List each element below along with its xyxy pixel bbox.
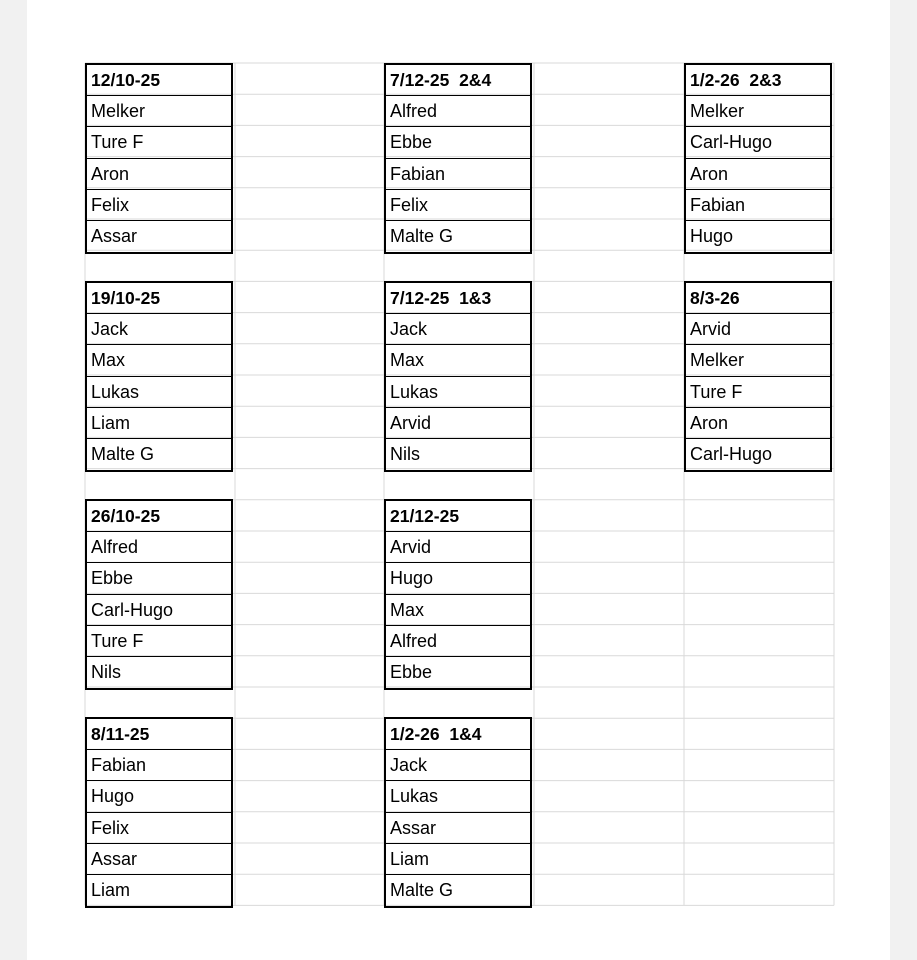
player-cell: Aron [87,159,231,190]
player-cell: Liam [91,879,131,900]
player-cell: Carl-Hugo [690,443,773,464]
table-header-date: 7/12-25 2&4 [386,65,530,96]
schedule-table [684,281,832,472]
player-cell: Malte G [390,225,454,246]
player-cell: Malte G [91,443,155,464]
player-cell: Ture F [87,127,231,158]
table-header-date: 21/12-25 [386,501,530,532]
schedule-table [684,63,832,254]
schedule-table [384,63,532,254]
player-cell: Max [87,345,231,376]
player-cell: Lukas [87,377,231,408]
player-cell: Alfred [386,96,530,127]
player-cell: Fabian [386,159,530,190]
table-header-date: 19/10-25 [87,283,231,314]
table-header-date: 12/10-25 [87,65,231,96]
player-cell: Ebbe [386,127,530,158]
player-cell: Melker [87,96,231,127]
player-cell: Jack [386,314,530,345]
player-cell: Fabian [686,190,830,221]
player-cell: Fabian [87,750,231,781]
player-cell: Arvid [386,408,530,439]
player-cell: Liam [386,844,530,875]
schedule-table [85,499,233,690]
player-cell: Ebbe [87,563,231,594]
player-cell: Assar [87,844,231,875]
player-cell: Jack [386,750,530,781]
player-cell: Melker [686,345,830,376]
player-cell: Alfred [87,532,231,563]
player-cell: Nils [390,443,420,464]
player-cell: Arvid [686,314,830,345]
player-cell: Liam [87,408,231,439]
player-cell: Felix [87,813,231,844]
player-cell: Assar [386,813,530,844]
player-cell: Nils [91,661,121,682]
schedule-table [85,717,233,908]
player-cell: Lukas [386,781,530,812]
player-cell: Felix [386,190,530,221]
player-cell: Arvid [386,532,530,563]
player-cell: Jack [87,314,231,345]
table-header-date: 1/2-26 2&3 [686,65,830,96]
table-header-date: 8/3-26 [686,283,830,314]
player-cell: Hugo [690,225,734,246]
schedule-table [384,281,532,472]
table-header-date: 8/11-25 [87,719,231,750]
player-cell: Ebbe [390,661,433,682]
player-cell: Lukas [386,377,530,408]
schedule-table [384,499,532,690]
player-cell: Max [386,595,530,626]
player-cell: Max [386,345,530,376]
table-header-date: 1/2-26 1&4 [386,719,530,750]
player-cell: Carl-Hugo [87,595,231,626]
table-header-date: 7/12-25 1&3 [386,283,530,314]
player-cell: Alfred [386,626,530,657]
schedule-table [85,63,233,254]
player-cell: Aron [686,159,830,190]
player-cell: Assar [91,225,138,246]
player-cell: Melker [686,96,830,127]
player-cell: Aron [686,408,830,439]
player-cell: Ture F [686,377,830,408]
player-cell: Malte G [390,879,454,900]
player-cell: Hugo [87,781,231,812]
player-cell: Ture F [87,626,231,657]
schedule-table [85,281,233,472]
table-header-date: 26/10-25 [87,501,231,532]
schedule-table [384,717,532,908]
player-cell: Felix [87,190,231,221]
player-cell: Hugo [386,563,530,594]
player-cell: Carl-Hugo [686,127,830,158]
